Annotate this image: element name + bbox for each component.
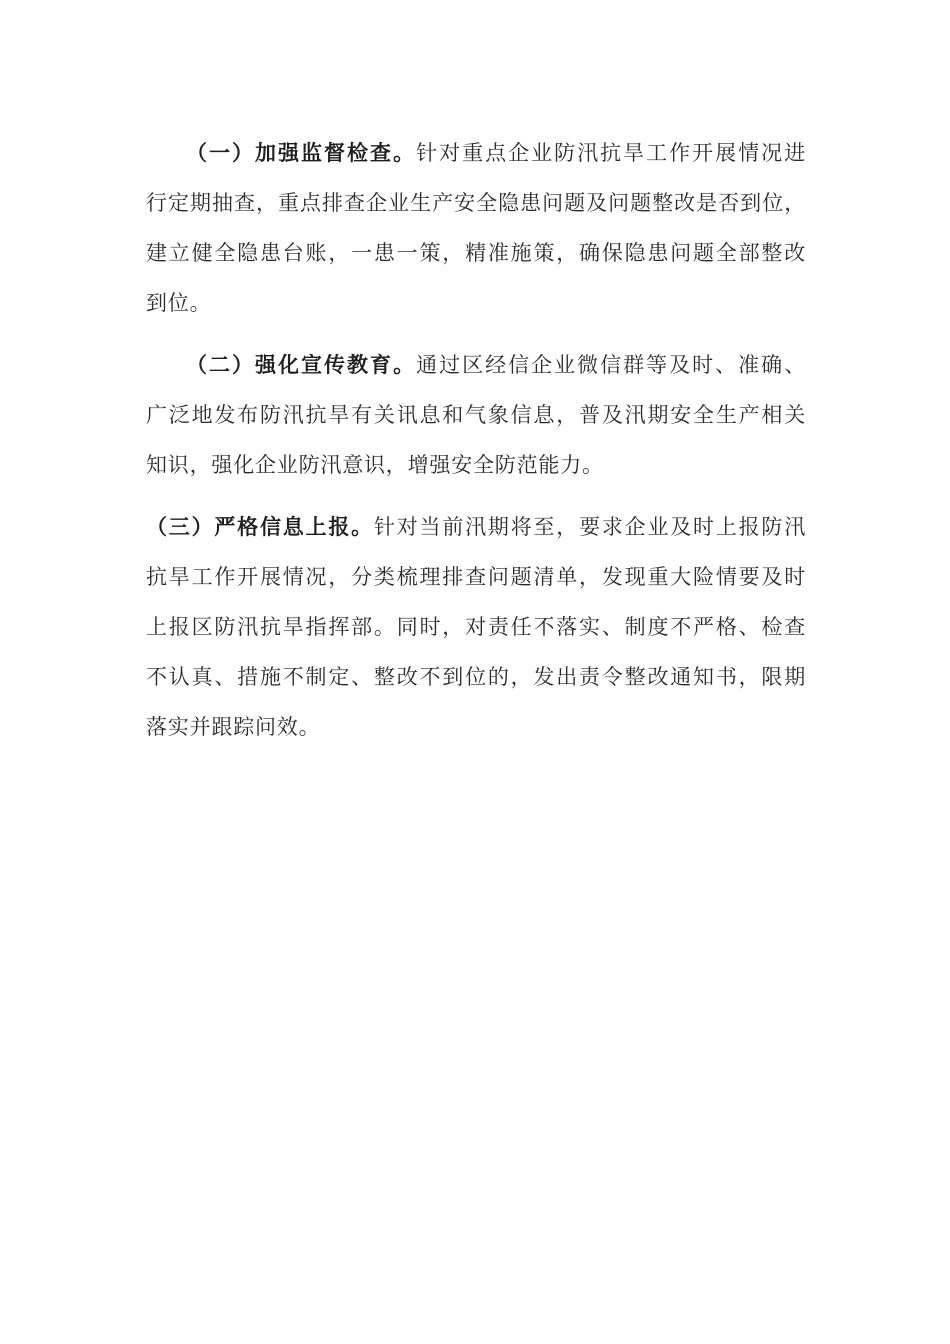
paragraph-supervision: [146, 128, 806, 328]
section-heading: （二）强化宣传教育。: [186, 352, 417, 377]
paragraph-line: 广泛地发布防汛抗旱有关讯息和气象信息，普及汛期安全生产相关: [146, 403, 806, 427]
document-body: [146, 128, 806, 764]
paragraph-line: 到位。: [146, 291, 212, 315]
section-heading: （三）严格信息上报。: [146, 514, 374, 539]
paragraph-line: [146, 340, 806, 390]
line-text: 针对重点企业防汛抗旱工作开展情况进: [416, 141, 806, 165]
paragraph-line: 行定期抽查，重点排查企业生产安全隐患问题及问题整改是否到位，: [146, 191, 806, 215]
paragraph-line: 知识，强化企业防汛意识，增强安全防范能力。: [146, 453, 604, 477]
paragraph-reporting: [146, 502, 806, 752]
paragraph-line: 建立健全隐患台账，一患一策，精准施策，确保隐患问题全部整改: [146, 241, 806, 265]
line-text: 针对当前汛期将至，要求企业及时上报防汛: [373, 515, 807, 539]
paragraph-line: 不认真、措施不制定、整改不到位的，发出责令整改通知书，限期: [146, 665, 806, 689]
line-text: 通过区经信企业微信群等及时、准确、: [416, 353, 806, 377]
section-heading: （一）加强监督检查。: [186, 140, 417, 165]
paragraph-line: [146, 128, 806, 178]
paragraph-line: 抗旱工作开展情况，分类梳理排查问题清单，发现重大险情要及时: [146, 565, 806, 589]
paragraph-publicity: [146, 340, 806, 490]
paragraph-line: 上报区防汛抗旱指挥部。同时，对责任不落实、制度不严格、检查: [146, 615, 806, 639]
paragraph-line: 落实并跟踪问效。: [146, 715, 321, 739]
paragraph-line: [146, 502, 806, 552]
